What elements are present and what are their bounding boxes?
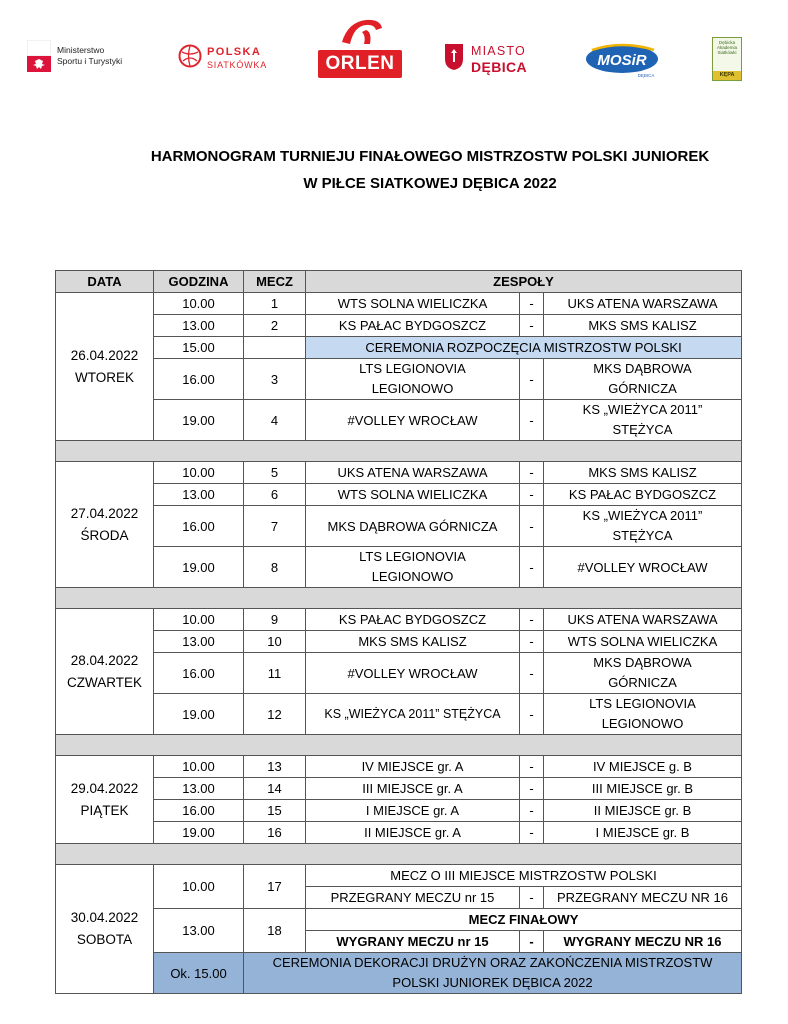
hour-cell: 16.00 [154,800,244,822]
day-cell [56,756,154,844]
hour-cell: 19.00 [154,694,244,735]
away-team: KS „WIEŻYCA 2011” STĘŻYCA [544,400,742,441]
home-team: IV MIEJSCE gr. A [306,756,520,778]
dash: - [520,931,544,953]
table-row [56,315,742,337]
table-row [56,462,742,484]
table-row [56,865,742,887]
hour-cell: 16.00 [154,653,244,694]
away-team: MKS SMS KALISZ [544,315,742,337]
hour-cell: 13.00 [154,778,244,800]
dash: - [520,822,544,844]
match-number: 11 [244,653,306,694]
home-team: MKS DĄBROWA GÓRNICZA [306,506,520,547]
home-team: WTS SOLNA WIELICZKA [306,293,520,315]
day-separator [56,588,742,609]
home-team: WYGRANY MECZU nr 15 [306,931,520,953]
table-row [56,506,742,547]
away-team: UKS ATENA WARSZAWA [544,609,742,631]
debica-line2: DĘBICA [471,59,528,75]
match-number: 3 [244,359,306,400]
debica-logo [444,42,548,78]
hour-cell: 13.00 [154,631,244,653]
day-separator [56,441,742,462]
dash: - [520,653,544,694]
home-team: III MIEJSCE gr. A [306,778,520,800]
dash: - [520,400,544,441]
hour-cell: 10.00 [154,293,244,315]
separator-cell [56,441,742,462]
away-team: II MIEJSCE gr. B [544,800,742,822]
match-number: 17 [244,865,306,909]
table-row [56,653,742,694]
dash: - [520,484,544,506]
home-team: #VOLLEY WROCŁAW [306,653,520,694]
dash: - [520,293,544,315]
day-cell [56,462,154,588]
day-weekday: WTOREK [74,369,134,385]
hour-cell: 16.00 [154,359,244,400]
debica-crest-icon [444,43,464,71]
table-row [56,337,742,359]
table-row [56,547,742,588]
day-weekday: CZWARTEK [66,674,142,690]
away-team: PRZEGRANY MECZU NR 16 [544,887,742,909]
orlen-wordmark: ORLEN [318,50,402,78]
table-row [56,756,742,778]
match-number: 18 [244,909,306,953]
table-row [56,822,742,844]
ceremony-closing: CEREMONIA DEKORACJI DRUŻYN ORAZ ZAKOŃCZENIA MISTRZOSTW POLSKI JUNIOREK DĘBICA 2022 [244,953,742,994]
separator-cell [56,588,742,609]
match-number: 2 [244,315,306,337]
away-team: KS „WIEŻYCA 2011” STĘŻYCA [544,506,742,547]
hour-cell: Ok. 15.00 [154,953,244,994]
day-separator [56,844,742,865]
ministry-logo [27,40,137,76]
day-weekday: ŚRODA [80,527,129,543]
debica-line1: MIASTO [471,44,526,58]
table-row [56,953,742,994]
dash: - [520,694,544,735]
day-cell [56,865,154,994]
dash: - [520,887,544,909]
kepa-logo [712,37,742,81]
home-team: WTS SOLNA WIELICZKA [306,484,520,506]
match-number: 5 [244,462,306,484]
home-team: UKS ATENA WARSZAWA [306,462,520,484]
sponsor-logos [0,38,788,88]
hour-cell: 10.00 [154,462,244,484]
table-row [56,631,742,653]
dash: - [520,547,544,588]
hour-cell: 13.00 [154,315,244,337]
ceremony-opening: CEREMONIA ROZPOCZĘCIA MISTRZOSTW POLSKI [306,337,742,359]
match-number: 16 [244,822,306,844]
match-number: 8 [244,547,306,588]
match-number: 7 [244,506,306,547]
home-team: KS PAŁAC BYDGOSZCZ [306,315,520,337]
day-weekday: SOBOTA [76,932,133,947]
title-line1: HARMONOGRAM TURNIEJU FINAŁOWEGO MISTRZOSTW POLSKI JUNIOREK [150,148,710,165]
dash: - [520,462,544,484]
hour-cell: 13.00 [154,909,244,953]
table-row [56,909,742,931]
day-date: 27.04.2022 [70,505,139,521]
away-team: MKS SMS KALISZ [544,462,742,484]
mosir-sub: DĘBICA [637,73,655,78]
dash: - [520,315,544,337]
match-label: MECZ FINAŁOWY [306,909,742,931]
hour-cell: 13.00 [154,484,244,506]
polska-siatkowka-line1: POLSKA [207,46,262,58]
header-match: MECZ [244,271,306,293]
ministry-line1: Ministerstwo [57,45,105,55]
dash: - [520,506,544,547]
dash: - [520,778,544,800]
away-team: WYGRANY MECZU NR 16 [544,931,742,953]
header-teams: ZESPOŁY [306,271,742,293]
day-date: 28.04.2022 [70,652,139,668]
away-team: LTS LEGIONOVIA LEGIONOWO [544,694,742,735]
home-team: II MIEJSCE gr. A [306,822,520,844]
table-row [56,400,742,441]
away-team: MKS DĄBROWA GÓRNICZA [544,653,742,694]
polska-siatkowka-logo [178,42,278,78]
match-number: 12 [244,694,306,735]
hour-cell: 10.00 [154,756,244,778]
header-date: DATA [56,271,154,293]
table-header-row [56,271,742,293]
title-line2: W PIŁCE SIATKOWEJ DĘBICA 2022 [303,175,557,192]
match-number: 4 [244,400,306,441]
match-number: 13 [244,756,306,778]
polish-eagle-icon [27,40,51,72]
match-number: 1 [244,293,306,315]
separator-cell [56,735,742,756]
day-cell [56,293,154,441]
home-team: #VOLLEY WROCŁAW [306,400,520,441]
hour-cell: 19.00 [154,547,244,588]
home-team: MKS SMS KALISZ [306,631,520,653]
home-team: LTS LEGIONOVIA LEGIONOWO [306,359,520,400]
dash: - [520,631,544,653]
match-label: MECZ O III MIEJSCE MISTRZOSTW POLSKI [306,865,742,887]
hour-cell: 10.00 [154,865,244,909]
hour-cell: 16.00 [154,506,244,547]
day-date: 29.04.2022 [70,780,139,796]
match-number: 14 [244,778,306,800]
dash: - [520,800,544,822]
hour-cell: 10.00 [154,609,244,631]
table-row [56,359,742,400]
mosir-logo [584,38,660,78]
day-separator [56,735,742,756]
hour-cell: 19.00 [154,822,244,844]
away-team: WTS SOLNA WIELICZKA [544,631,742,653]
match-number-empty [244,337,306,359]
away-team: III MIEJSCE gr. B [544,778,742,800]
table-row [56,484,742,506]
dash: - [520,359,544,400]
day-cell [56,609,154,735]
table-row [56,609,742,631]
away-team: MKS DĄBROWA GÓRNICZA [544,359,742,400]
kepa-line2: Akademia [716,45,737,50]
day-date: 30.04.2022 [70,910,139,925]
kepa-line1: Dębicka [718,40,736,45]
away-team: KS PAŁAC BYDGOSZCZ [544,484,742,506]
hour-cell: 15.00 [154,337,244,359]
dash: - [520,756,544,778]
table-row [56,800,742,822]
match-number: 15 [244,800,306,822]
home-team: KS „WIEŻYCA 2011” STĘŻYCA [306,694,520,735]
volleyball-icon [178,44,202,68]
match-number: 6 [244,484,306,506]
table-row [56,778,742,800]
ministry-line2: Sportu i Turystyki [57,56,123,66]
away-team: IV MIEJSCE g. B [544,756,742,778]
home-team: PRZEGRANY MECZU nr 15 [306,887,520,909]
day-date: 26.04.2022 [70,347,139,363]
table-row [56,293,742,315]
document-title [110,143,750,197]
kepa-line3: Siatkówki [717,50,737,55]
mosir-wordmark: MOSiR [597,52,647,69]
kepa-line4: KĘPA [713,71,741,80]
home-team: LTS LEGIONOVIA LEGIONOWO [306,547,520,588]
away-team: #VOLLEY WROCŁAW [544,547,742,588]
orlen-logo [318,18,404,78]
dash: - [520,609,544,631]
away-team: I MIEJSCE gr. B [544,822,742,844]
separator-cell [56,844,742,865]
orlen-eagle-icon [340,18,384,46]
table-row [56,694,742,735]
polska-siatkowka-line2: SIATKÓWKA [207,60,268,70]
header-hour: GODZINA [154,271,244,293]
day-weekday: PIĄTEK [80,802,129,818]
away-team: UKS ATENA WARSZAWA [544,293,742,315]
match-number: 10 [244,631,306,653]
home-team: KS PAŁAC BYDGOSZCZ [306,609,520,631]
schedule-table [55,270,742,994]
hour-cell: 19.00 [154,400,244,441]
home-team: I MIEJSCE gr. A [306,800,520,822]
match-number: 9 [244,609,306,631]
